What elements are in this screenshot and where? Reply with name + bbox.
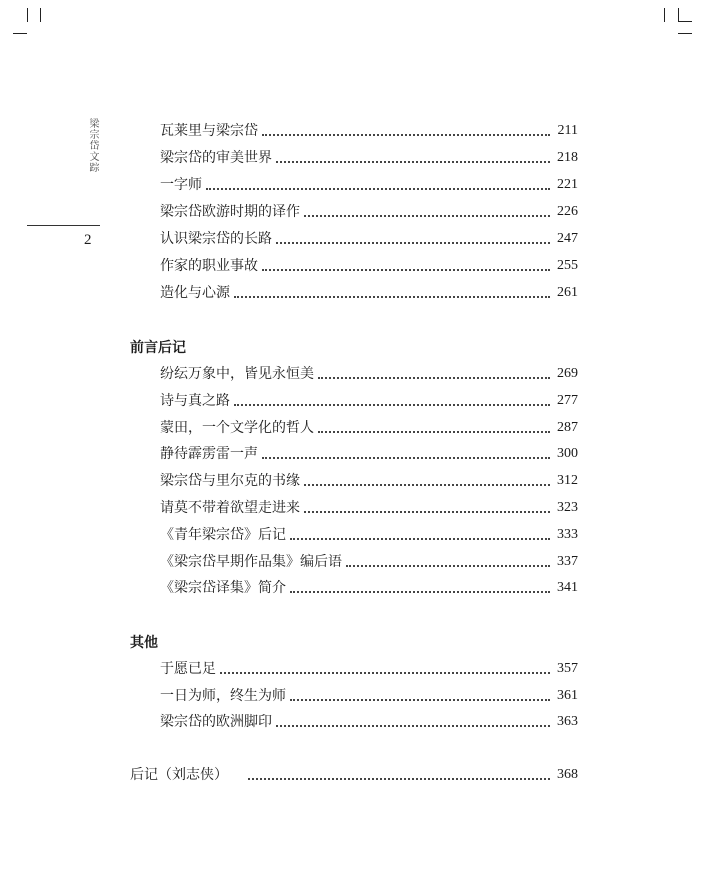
toc-entry-title: 纷纭万象中，皆见永恒美 [160,366,314,382]
toc-entry-page: 333 [557,527,578,542]
toc-leader-dots [276,161,550,163]
toc-entry-title: 诗与真之路 [160,393,230,409]
crop-mark [678,21,692,22]
toc-leader-dots [206,188,550,190]
toc-leader-dots [304,511,550,513]
toc-leader-dots [220,672,550,674]
toc-entry-page: 300 [557,446,578,461]
toc-entry-title: 梁宗岱的审美世界 [160,150,272,166]
toc-entry[interactable] [130,498,578,518]
toc-entry[interactable] [130,686,578,706]
toc-entry-title: 梁宗岱欧游时期的译作 [160,204,300,220]
crop-mark [678,8,679,22]
toc-leader-dots [262,457,550,459]
toc-entry[interactable] [130,578,578,598]
toc-leader-dots [290,699,550,701]
toc-entry[interactable] [130,659,578,679]
crop-mark [40,8,41,22]
crop-mark [27,8,28,22]
running-book-title: 梁宗岱文踪 [87,118,98,173]
toc-entry-title: 一日为师，终生为师 [160,688,286,704]
toc-entry-page: 211 [557,123,578,138]
toc-entry-page: 226 [557,204,578,219]
toc-leader-dots [262,269,550,271]
toc-entry-title: 梁宗岱与里尔克的书缘 [160,473,300,489]
toc-entry-title: 静待霹雳雷一声 [160,446,258,462]
toc-entry[interactable] [130,552,578,572]
toc-entry-title: 《梁宗岱译集》简介 [160,580,286,596]
toc-entry-page: 337 [557,554,578,569]
toc-leader-dots [346,565,550,567]
toc-entry-page: 277 [557,393,578,408]
toc-entry[interactable] [130,364,578,384]
toc-entry-page: 363 [557,714,578,729]
toc-leader-dots [290,538,550,540]
toc-entry[interactable] [130,525,578,545]
toc-entry[interactable] [130,121,578,141]
toc-entry[interactable] [130,418,578,438]
toc-entry-page: 218 [557,150,578,165]
toc-entry[interactable] [130,283,578,303]
toc-entry[interactable] [130,444,578,464]
toc-leader-dots [318,431,550,433]
toc-leader-dots [276,725,550,727]
section-heading: 其他 [130,635,158,651]
toc-leader-dots [318,377,550,379]
toc-leader-dots [304,215,550,217]
toc-entry-page: 269 [557,366,578,381]
crop-mark [13,33,27,34]
toc-entry-title: 认识梁宗岱的长路 [160,231,272,247]
toc-entry[interactable] [130,391,578,411]
toc-entry-title: 蒙田，一个文学化的哲人 [160,420,314,436]
toc-entry-page: 361 [557,688,578,703]
toc-leader-dots [262,134,550,136]
toc-entry-page: 368 [557,767,578,782]
toc-entry[interactable] [130,256,578,276]
toc-entry-title: 后记（刘志侠） [130,767,228,783]
toc-entry-page: 323 [557,500,578,515]
toc-entry-title: 作家的职业事故 [160,258,258,274]
toc-entry-title: 造化与心源 [160,285,230,301]
toc-entry[interactable] [130,471,578,491]
toc-entry-page: 357 [557,661,578,676]
toc-entry-title: 请莫不带着欲望走进来 [160,500,300,516]
toc-entry-page: 247 [557,231,578,246]
toc-entry-afterword[interactable] [130,765,578,785]
toc-entry-title: 《梁宗岱早期作品集》编后语 [160,554,342,570]
toc-entry-page: 261 [557,285,578,300]
toc-entry[interactable] [130,202,578,222]
toc-entry-title: 一字师 [160,177,202,193]
side-divider [27,225,100,226]
toc-entry[interactable] [130,229,578,249]
toc-leader-dots [290,591,550,593]
toc-entry-page: 255 [557,258,578,273]
page-number: 2 [84,232,92,248]
toc-entry[interactable] [130,175,578,195]
toc-entry[interactable] [130,712,578,732]
toc-entry-title: 《青年梁宗岱》后记 [160,527,286,543]
toc-leader-dots [234,404,550,406]
toc-entry-page: 221 [557,177,578,192]
toc-entry-title: 瓦莱里与梁宗岱 [160,123,258,139]
section-heading: 前言后记 [130,340,186,356]
toc-leader-dots [248,778,550,780]
toc-leader-dots [234,296,550,298]
crop-mark [664,8,665,22]
toc-leader-dots [304,484,550,486]
toc-entry-title: 梁宗岱的欧洲脚印 [160,714,272,730]
toc-entry-title: 于愿已足 [160,661,216,677]
toc-entry[interactable] [130,148,578,168]
toc-leader-dots [276,242,550,244]
toc-entry-page: 287 [557,420,578,435]
crop-mark [678,33,692,34]
toc-entry-page: 312 [557,473,578,488]
toc-entry-page: 341 [557,580,578,595]
